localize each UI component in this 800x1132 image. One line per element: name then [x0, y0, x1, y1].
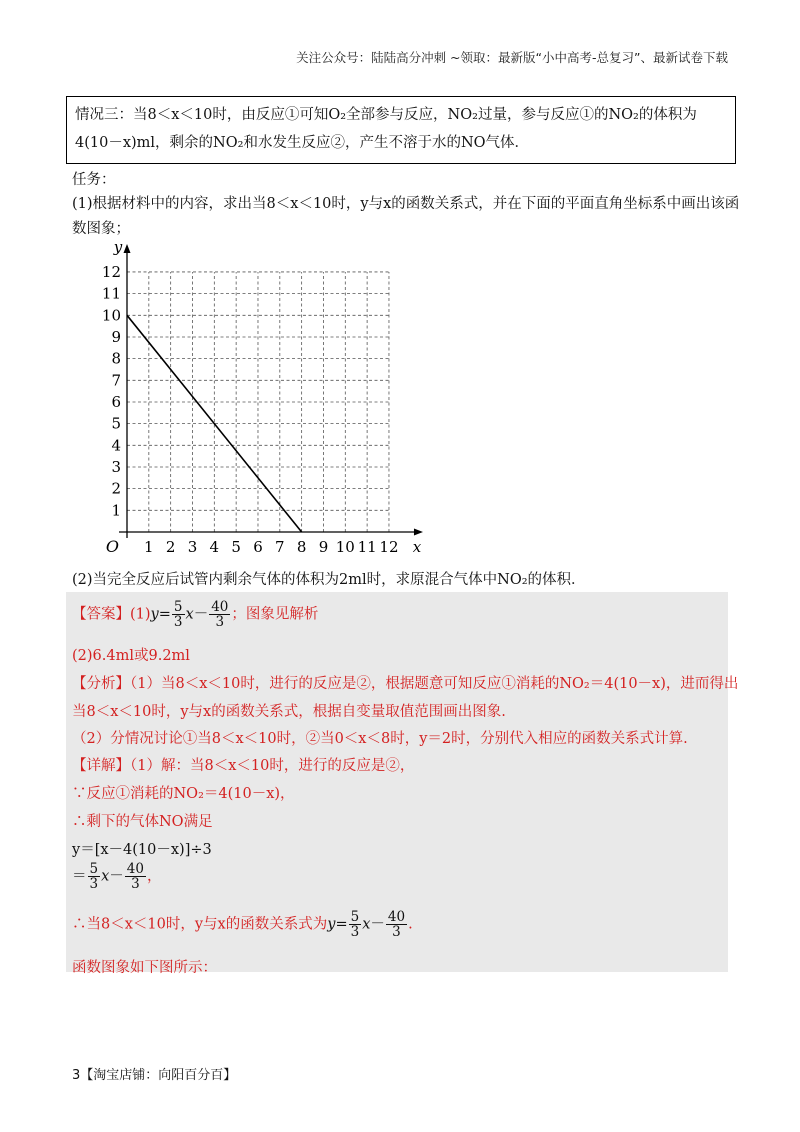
y-tick-label-8: 8	[111, 349, 121, 368]
x-tick-label-6: 6	[253, 538, 263, 556]
coordinate-chart	[90, 236, 430, 562]
scenario-line-2: 4(10－x)ml，剩余的NO₂和水发生反应②，产生不溶于水的NO气体．	[75, 135, 530, 151]
detail-line-2: ∵反应①消耗的NO₂＝4(10－x)，	[72, 786, 295, 802]
answer-part1-suffix: ；图象见解析	[231, 606, 319, 623]
tick-labels	[102, 238, 422, 556]
grid	[127, 272, 389, 532]
analysis-tag: 【分析】	[72, 676, 130, 692]
y-tick-label-9: 9	[111, 327, 121, 346]
x-tick-label-10: 10	[335, 538, 355, 556]
eq-equals: =	[158, 606, 171, 623]
x-tick-label-5: 5	[231, 538, 241, 556]
fraction-40-3-c: $\frac{40}{3}$	[387, 909, 406, 941]
y-tick-label-10: 10	[101, 306, 121, 325]
analysis-line-3: （2）分情况讨论①当8＜x＜10时，②当0＜x＜8时，y＝2时，分别代入相应的函数关系式计算.	[72, 731, 688, 747]
eq-y: y	[150, 606, 159, 623]
x-tick-label-11: 11	[357, 538, 377, 556]
scenario-line-1: 情况三：当8＜x＜10时，由反应①可知O₂全部参与反应，NO₂过量，参与反应①的NO₂的体积为	[75, 107, 697, 123]
x-tick-label-12: 12	[379, 538, 399, 556]
x-tick-label-7: 7	[275, 538, 285, 556]
detail-tag: 【详解】	[72, 758, 130, 774]
detail-line-3: ∴剩下的气体NO满足	[72, 814, 213, 830]
x-tick-label-4: 4	[209, 538, 220, 556]
fraction-40-3: $\frac{40}{3}$	[211, 599, 229, 631]
answer-part2: (2)6.4ml或9.2ml	[72, 648, 190, 664]
y-tick-label-1: 1	[111, 501, 121, 520]
detail-line-5: ＝ $\frac{5}{3}$ x－ $\frac{40}{3}$ ，	[72, 861, 162, 893]
x-axis-arrow	[414, 529, 423, 536]
y-tick-label-12: 12	[101, 262, 121, 281]
y-axis-label: y	[113, 237, 123, 256]
answer-part1-prefix: (1)	[130, 606, 151, 623]
origin-label: O	[105, 537, 119, 556]
detail-line-1: 【详解】（1）解：当8＜x＜10时，进行的反应是②，	[72, 758, 415, 774]
y-tick-label-11: 11	[101, 284, 121, 303]
y-tick-label-4: 4	[111, 436, 121, 455]
question-1-line-1: (1)根据材料中的内容，求出当8＜x＜10时，y与x的函数关系式，并在下面的平面直角坐标系中画出该函	[72, 196, 740, 212]
fraction-40-3-b: $\frac{40}{3}$	[126, 861, 144, 893]
fraction-5-3: $\frac{5}{3}$	[173, 599, 183, 631]
detail-line-7: 函数图象如下图所示：	[72, 960, 217, 976]
eq-x: x	[185, 606, 194, 623]
detail-line-6: ∴当8＜x＜10时，y与x的函数关系式为y= $\frac{5}{3}$ x－ $\frac{40}{3}$ .	[72, 909, 413, 941]
x-tick-label-1: 1	[144, 538, 154, 556]
answer-line-1	[72, 600, 318, 629]
x-tick-label-3: 3	[187, 538, 198, 556]
page-header: 关注公众号：陆陆高分冲刺 ~领取：最新版“小中高考-总复习”、最新试卷下载	[296, 50, 728, 65]
y-tick-label-3: 3	[111, 457, 121, 476]
fraction-5-3-b: $\frac{5}{3}$	[89, 861, 99, 893]
scenario-box	[66, 96, 736, 164]
y-tick-label-5: 5	[111, 414, 121, 433]
y-tick-label-7: 7	[111, 371, 121, 390]
fraction-5-3-c: $\frac{5}{3}$	[350, 909, 360, 941]
x-tick-label-2: 2	[165, 538, 176, 556]
question-2: (2)当完全反应后试管内剩余气体的体积为2ml时，求原混合气体中NO₂的体积．	[72, 572, 586, 588]
eq-minus: －	[193, 606, 209, 623]
x-tick-label-8: 8	[296, 538, 307, 556]
analysis-line-2: 当8＜x＜10时，y与x的函数关系式，根据自变量取值范围画出图象.	[72, 704, 506, 720]
analysis-line-1: 【分析】（1）当8＜x＜10时，进行的反应是②，根据题意可知反应①消耗的NO₂＝4(10－x)，进而得出	[72, 676, 739, 692]
question-1-line-2: 数图象；	[72, 221, 130, 237]
y-tick-label-6: 6	[111, 392, 121, 411]
x-tick-label-9: 9	[318, 538, 329, 556]
y-tick-label-2: 2	[111, 479, 121, 498]
x-axis-label: x	[412, 538, 422, 556]
page-footer: 3【淘宝店铺：向阳百分百】	[72, 1068, 237, 1083]
detail-line-4: y＝[x－4(10－x)]÷3	[72, 842, 212, 858]
task-label: 任务：	[72, 172, 116, 188]
answer-tag: 【答案】	[72, 606, 130, 623]
y-axis-arrow	[124, 244, 131, 253]
